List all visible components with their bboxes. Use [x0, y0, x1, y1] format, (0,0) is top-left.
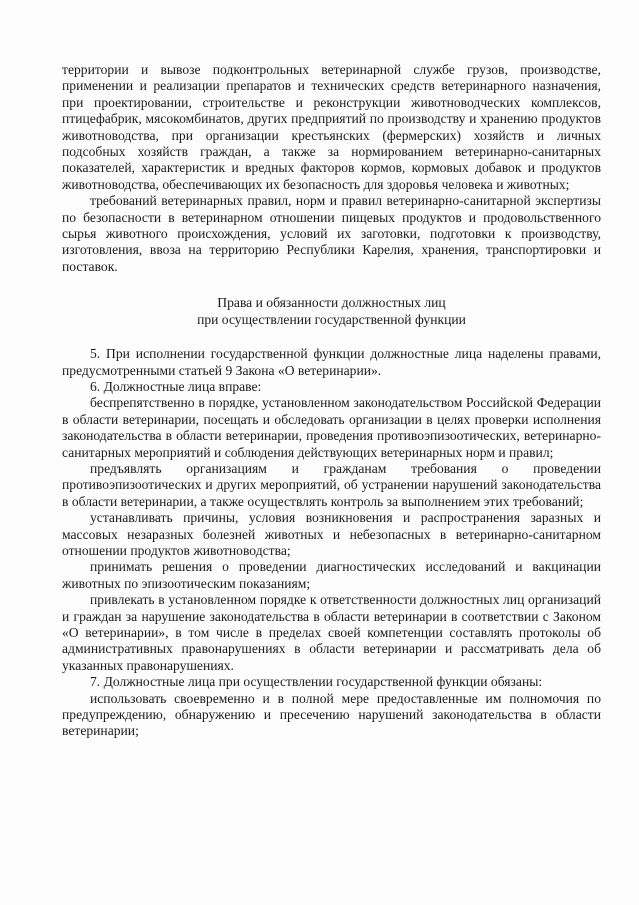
paragraph-right-demand: предъявлять организациям и гражданам требования о проведении противоэпизоотических и других мероприятий, об устранении нарушений законодательства в области ветеринарии, а также осуществлять контроль за выполнением этих требований;	[62, 460, 601, 509]
paragraph-right-prosecute: привлекать в установленном порядке к ответственности должностных лиц организаций и граждан за нарушение законодательства в области ветеринарии в соответствии с Законом «О ветеринарии», в том числе в пределах своей компетенции составлять протоколы об административных правонарушениях в области ветеринарии и рассматривать дела об указанных правонарушениях.	[62, 592, 601, 673]
paragraph-right-decide: принимать решения о проведении диагностических исследований и вакцинации животных по эпизоотическим показаниям;	[62, 559, 601, 591]
paragraph-item-6: 6. Должностные лица вправе:	[90, 378, 262, 394]
paragraph-right-establish: устанавливать причины, условия возникновения и распространения заразных и массовых незаразных болезней животных и небезопасных в ветеринарно-санитарном отношении продуктов животноводства;	[62, 510, 601, 558]
section-heading-line-2: при осуществлении государственной функции	[197, 311, 466, 327]
section-heading-line-1: Права и обязанности должностных лиц	[217, 295, 446, 311]
section-heading	[62, 295, 601, 328]
document-body	[62, 62, 601, 740]
paragraph-right-inspect: беспрепятственно в порядке, установленном законодательством Российской Федерации в области ветеринарии, посещать и обследовать организации в целях проверки исполнения законодательства в области ветеринарии, проведения противоэпизоотических, ветеринарно-санитарных мероприятий и соблюдения действующих ветеринарных норм и правил;	[62, 395, 601, 460]
paragraph-item-5: 5. При исполнении государственной функции должностные лица наделены правами, предусмотренными статьей 9 Закона «О ветеринарии».	[62, 346, 601, 378]
paragraph-duty-use-powers: использовать своевременно и в полной мере предоставленные им полномочия по предупреждению, обнаружению и пресечению нарушений законодательства в области ветеринарии;	[62, 690, 601, 739]
paragraph-item-7: 7. Должностные лица при осуществлении государственной функции обязаны:	[90, 674, 543, 690]
paragraph-requirements: требований ветеринарных правил, норм и правил ветеринарно-санитарной экспертизы по безопасности в ветеринарном отношении пищевых продуктов и продовольственного сырья животного происхождения, условий их заготовки, подготовки к производству, изготовления, ввоза на территорию Республики Карелия, хранения, транспортировки и поставок.	[62, 193, 601, 274]
paragraph-territory: территории и вывозе подконтрольных ветеринарной службе грузов, производстве, применении и реализации препаратов и технических средств ветеринарного назначения, при проектировании, строительстве и реконструкции животноводческих комплексов, птицефабрик, мясокомбинатов, других предприятий по производству и хранению продуктов животноводства, при организации крестьянских (фермерских) хозяйств и личных подсобных хозяйств граждан, а также за нормированием ветеринарно-санитарных показателей, характеристик и вредных факторов кормов, кормовых добавок и продуктов животноводства, обеспечивающих их безопасность для здоровья человека и животных;	[62, 62, 601, 192]
